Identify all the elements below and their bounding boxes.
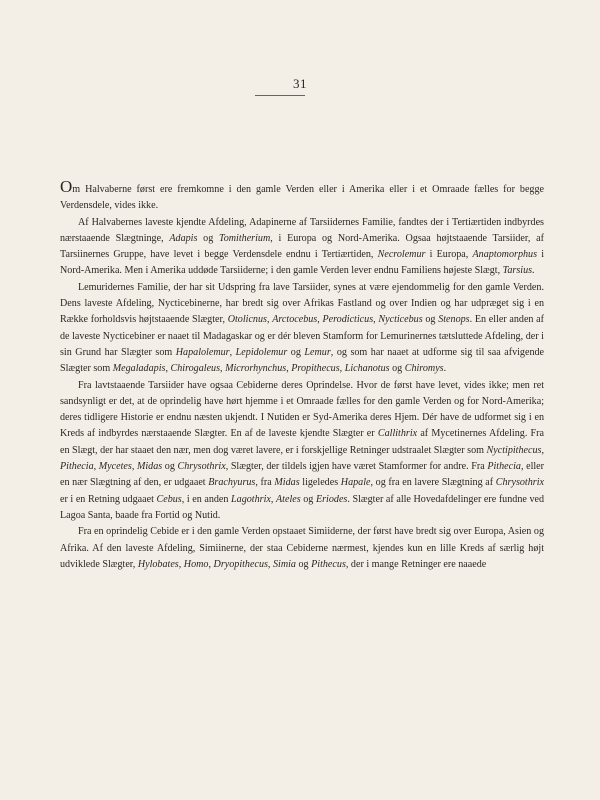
text-run: og bbox=[295, 558, 312, 570]
text-run: , bbox=[220, 363, 226, 375]
paragraph bbox=[60, 378, 544, 525]
genus-name: Microrhynchus bbox=[225, 363, 287, 375]
text-run: og bbox=[422, 314, 439, 326]
genus-name: Brachyurus bbox=[208, 477, 256, 489]
text-run: . Slægter af alle Hovedafdelinger ere fundne ved Lagoa Santa, baade fra Fortid og Nutid. bbox=[60, 493, 545, 521]
genus-name: Hylobates bbox=[137, 558, 179, 570]
genus-name: Propithecus bbox=[291, 363, 340, 375]
body-text bbox=[60, 177, 545, 573]
paragraph bbox=[60, 280, 544, 378]
paragraph bbox=[60, 177, 544, 215]
text-run: , bbox=[131, 461, 137, 473]
genus-name: Perodicticus bbox=[322, 314, 374, 326]
text-run: , i en anden bbox=[181, 493, 232, 505]
text-run: ligeledes bbox=[299, 477, 341, 489]
text-run: Af Halvabernes laveste kjendte Afdeling, Adapinerne af Tarsiidernes Familie, fandtes der i Tertiærtiden indbyrdes nærstaaende Slægtninge, bbox=[60, 216, 544, 244]
genus-name: Dryopithecus bbox=[213, 558, 268, 570]
genus-name: Hapale bbox=[340, 477, 371, 489]
text-run: Lemuridernes Familie, der har sit Udspring fra lave Tarsiider, synes at være ejendommelig for den gamle Verden. Dens laveste Afdeling, Nycticebinerne, har bredt sig over Afrikas Fastland og over Indien og har udpræget sig i en Række forholdsvis højtstaaende Slægter, bbox=[60, 281, 544, 326]
text-run: , bbox=[373, 314, 379, 326]
genus-name: Ateles bbox=[276, 493, 301, 505]
genus-name: Callithrix bbox=[377, 428, 418, 440]
text-run: Fra lavtstaaende Tarsiider have ogsaa Cebiderne deres Oprindelse. Hvor de først have levet, vides ikke; men ret sandsynligt er det, at de oprindelig have hørt hjemme i et Omraade fælles for den gamle Verden og for Nord-Amerika; deres tidligere Historie er endnu næsten ukjendt. I Nutiden er Syd-Amerika deres Hjem. Dér have de udformet sig i en Kreds af indbyrdes nærstaaende Slægter. En af de laveste kjendte Slægter er bbox=[60, 379, 544, 440]
text-run: , bbox=[339, 363, 345, 375]
text-run: , bbox=[208, 558, 214, 570]
text-run: , Slægter, der tildels igjen have været Stamformer for andre. Fra bbox=[225, 461, 488, 473]
genus-name: Homo bbox=[183, 558, 209, 570]
genus-name: Pithecus bbox=[311, 558, 346, 570]
paragraph bbox=[60, 215, 544, 280]
genus-name: Cebus bbox=[156, 493, 182, 505]
genus-name: Tomitherium bbox=[219, 232, 271, 244]
text-run: , bbox=[229, 346, 236, 358]
genus-name: Adapis bbox=[169, 232, 198, 244]
genus-name: Lichanotus bbox=[344, 363, 390, 375]
genus-name: Nycticebus bbox=[378, 314, 423, 326]
text-run: , fra bbox=[255, 477, 275, 489]
genus-name: Nyctipithecus bbox=[486, 444, 542, 456]
genus-name: Arctocebus bbox=[272, 314, 318, 326]
text-run: . bbox=[443, 363, 447, 375]
text-run: og bbox=[389, 363, 405, 375]
genus-name: Lemur bbox=[304, 346, 331, 358]
genus-name: Anaptomorphus bbox=[472, 249, 538, 261]
text-run: i Nord-Amerika. Men i Amerika uddøde Tarsiiderne; i den gamle Verden lever endnu Familiens højeste Slægt, bbox=[60, 249, 545, 277]
text-run: , bbox=[266, 314, 273, 326]
text-run: i Europa, bbox=[425, 249, 473, 261]
genus-name: Lepidolemur bbox=[235, 346, 288, 358]
text-run: og bbox=[287, 346, 305, 358]
genus-name: Hapalolemur bbox=[175, 346, 230, 358]
genus-name: Megaladapis bbox=[112, 363, 166, 375]
text-run: Fra en oprindelig Cebide er i den gamle Verden opstaaet Simiiderne, der først have bredt sig over Europa, Asien og Afrika. Af den laveste Afdeling, Simiinerne, der staa Cebiderne nærmest, kjendes kun en lille Kreds af særlig højt udviklede Slægter, bbox=[60, 526, 544, 570]
text-run: m Halvaberne først ere fremkomne i den gamle Verden eller i Amerika eller i et Omraade fælles for begge Verdensdele, vides ikke. bbox=[60, 184, 544, 212]
genus-name: Midas bbox=[274, 477, 300, 489]
text-run: , bbox=[541, 444, 544, 456]
text-run: , bbox=[317, 314, 323, 326]
text-run: , i Europa og Nord-Amerika. Ogsaa højtstaaende Tarsiider, af Tarsiinernes Gruppe, have levet i begge Verdensdele endnu i Tertiærtiden, bbox=[60, 232, 544, 261]
text-run: , bbox=[286, 363, 292, 375]
text-run: , bbox=[93, 461, 99, 473]
text-run: , bbox=[178, 558, 184, 570]
text-run: , bbox=[270, 493, 276, 505]
text-run: og bbox=[197, 232, 220, 244]
genus-name: Pithecia bbox=[60, 461, 94, 473]
text-run: , bbox=[165, 363, 171, 375]
genus-name: Chirogaleus bbox=[170, 363, 221, 375]
text-run: og bbox=[162, 461, 178, 473]
genus-name: Chrysothrix bbox=[495, 477, 544, 489]
text-run: , der i mange Retninger ere naaede bbox=[345, 558, 487, 570]
genus-name: Otolicnus bbox=[227, 314, 267, 326]
page-number-rule bbox=[255, 95, 305, 96]
genus-name: Stenops bbox=[438, 314, 470, 326]
genus-name: Pithecia bbox=[487, 461, 521, 473]
text-run: , eller en nær Slægtning af den, er udgaaet bbox=[60, 461, 545, 489]
text-run: og bbox=[300, 493, 316, 505]
text-run: er i en Retning udgaaet bbox=[60, 493, 157, 505]
genus-name: Eriodes bbox=[315, 493, 348, 505]
text-run: . En eller anden af de laveste Nycticebiner er naaet til Madagaskar og er dér bleven Stamform for Lemurinernes tætsluttede Afdeling, der i sin Grund har Slægter som bbox=[60, 314, 545, 358]
genus-name: Mycetes bbox=[98, 461, 132, 473]
text-run: , og fra en lavere Slægtning af bbox=[370, 477, 496, 489]
text-run: af Mycetinernes Afdeling. Fra en Slægt, der har staaet den nær, men dog været lavere, er i forskjellige Retninger udstraalet Slægter som bbox=[60, 428, 545, 456]
text-run: , bbox=[267, 558, 273, 570]
genus-name: Lagothrix bbox=[231, 493, 271, 505]
genus-name: Necrolemur bbox=[377, 249, 426, 261]
page-number: 31 bbox=[293, 76, 307, 91]
genus-name: Tarsius bbox=[502, 265, 533, 277]
drop-cap: O bbox=[60, 177, 73, 196]
genus-name: Chiromys bbox=[404, 363, 444, 375]
text-run: , og som har naaet at udforme sig til saa afvigende Slægter som bbox=[60, 346, 545, 375]
text-run: . bbox=[532, 265, 535, 277]
genus-name: Midas bbox=[136, 461, 163, 473]
paragraph bbox=[60, 524, 544, 573]
genus-name: Simia bbox=[272, 558, 296, 570]
genus-name: Chrysothrix bbox=[177, 461, 226, 473]
